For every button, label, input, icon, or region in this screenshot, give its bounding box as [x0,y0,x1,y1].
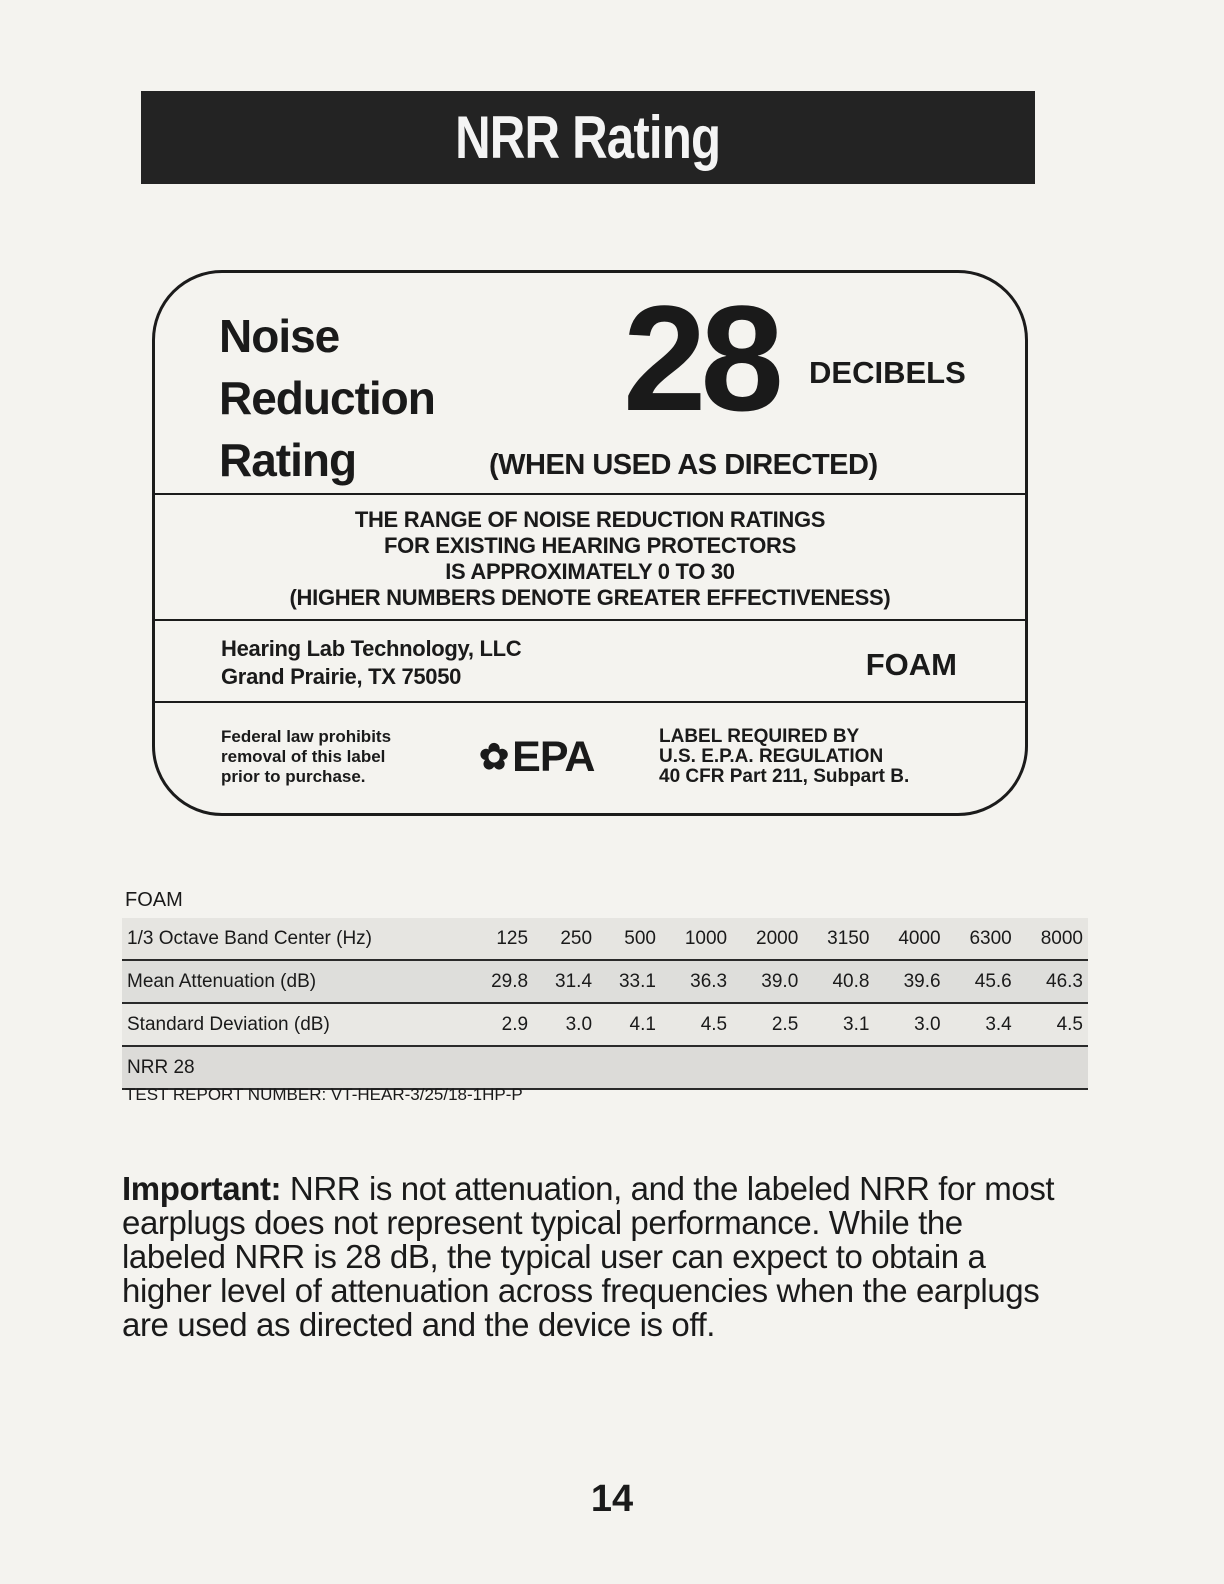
label-range-section [155,495,1025,621]
table-cell: 39.0 [761,970,799,992]
table-row [122,1046,1088,1089]
label-legal-section [155,703,1025,816]
table-cell: 3150 [827,927,870,949]
epa-nrr-label [152,270,1028,816]
nrr-title-line: Rating [219,434,357,486]
banner-title: NRR Rating [455,104,721,171]
federal-line: Federal law prohibits [221,727,392,746]
required-line: LABEL REQUIRED BY [659,726,860,747]
table-cell: 125 [496,927,529,949]
epa-flower-icon: ✿ [479,736,509,777]
nrr-condition: (WHEN USED AS DIRECTED) [489,449,878,481]
table-cell: 3.1 [843,1013,870,1035]
range-line: FOR EXISTING HEARING PROTECTORS [384,533,796,558]
range-line: THE RANGE OF NOISE REDUCTION RATINGS [354,507,826,532]
table-cell: 1000 [684,927,728,949]
table-cell: 2.9 [501,1013,529,1035]
table-cell: 2000 [756,927,799,949]
manufacturer-address: Grand Prairie, TX 75050 [221,664,462,689]
table-cell: 8000 [1040,927,1083,949]
epa-text: EPA [512,733,595,781]
label-required-notice [659,727,909,787]
federal-line: prior to purchase. [221,767,366,786]
important-lead: Important: [122,1170,282,1207]
table-cell: 4.1 [629,1013,656,1035]
nrr-unit: DECIBELS [809,355,966,390]
important-body: NRR is not attenuation, and the labeled NRR for most earplugs does not represent typical performance. While the labeled NRR is 28 dB, the typical user can expect to obtain a higher level of attenuation across frequencies when the earplugs are used as directed and the device is off. [122,1170,1055,1343]
table-cell: 36.3 [690,970,728,992]
table-cell: 4.5 [1056,1013,1083,1035]
required-line: 40 CFR Part 211, Subpart B. [659,766,910,787]
table-cell: 2.5 [771,1013,799,1035]
important-note [122,1172,1062,1342]
nrr-value: 28 [623,274,778,442]
label-manufacturer-section [155,621,1025,703]
nrr-title-line: Reduction [219,372,435,424]
row-label: Mean Attenuation (dB) [127,970,317,992]
table-cell: 3.4 [985,1013,1012,1035]
table-cell: 31.4 [555,970,593,992]
row-label: Standard Deviation (dB) [127,1013,330,1035]
table-row [122,1003,1088,1046]
page-number: 14 [590,1478,634,1520]
attenuation-heading: FOAM [125,889,183,911]
federal-line: removal of this label [221,747,386,766]
material-tag: FOAM [865,647,957,682]
table-cell: 500 [624,927,656,949]
federal-law-notice [221,727,391,787]
table-cell: 3.0 [914,1013,941,1035]
attenuation-table [122,918,1088,1090]
nrr-title-line: Noise [219,310,340,362]
manufacturer [221,635,521,691]
row-label: 1/3 Octave Band Center (Hz) [127,927,372,949]
range-line: (HIGHER NUMBERS DENOTE GREATER EFFECTIVENESS) [289,585,891,610]
table-cell: 46.3 [1046,970,1083,992]
table-cell: 33.1 [618,970,656,992]
range-line: IS APPROXIMATELY 0 TO 30 [445,559,735,584]
table-cell: 39.6 [903,970,941,992]
table-row [122,960,1088,1003]
epa-logo [479,733,594,781]
table-cell: 4.5 [700,1013,728,1035]
table-cell: 45.6 [974,970,1012,992]
nrr-row-label: NRR 28 [127,1056,195,1078]
test-report-number: TEST REPORT NUMBER: VT-HEAR-3/25/18-1HP-P [125,1085,523,1104]
required-line: U.S. E.P.A. REGULATION [659,746,884,767]
table-cell: 4000 [898,927,941,949]
table-cell: 40.8 [832,970,870,992]
table-cell: 6300 [969,927,1012,949]
label-rating-section [155,273,1025,495]
table-cell: 250 [560,927,593,949]
nrr-title [219,305,435,491]
table-cell: 3.0 [565,1013,593,1035]
nrr-rating-banner [141,91,1035,184]
manufacturer-name: Hearing Lab Technology, LLC [221,636,522,661]
table-row [122,918,1088,960]
range-text [155,507,1025,611]
table-cell: 29.8 [491,970,529,992]
